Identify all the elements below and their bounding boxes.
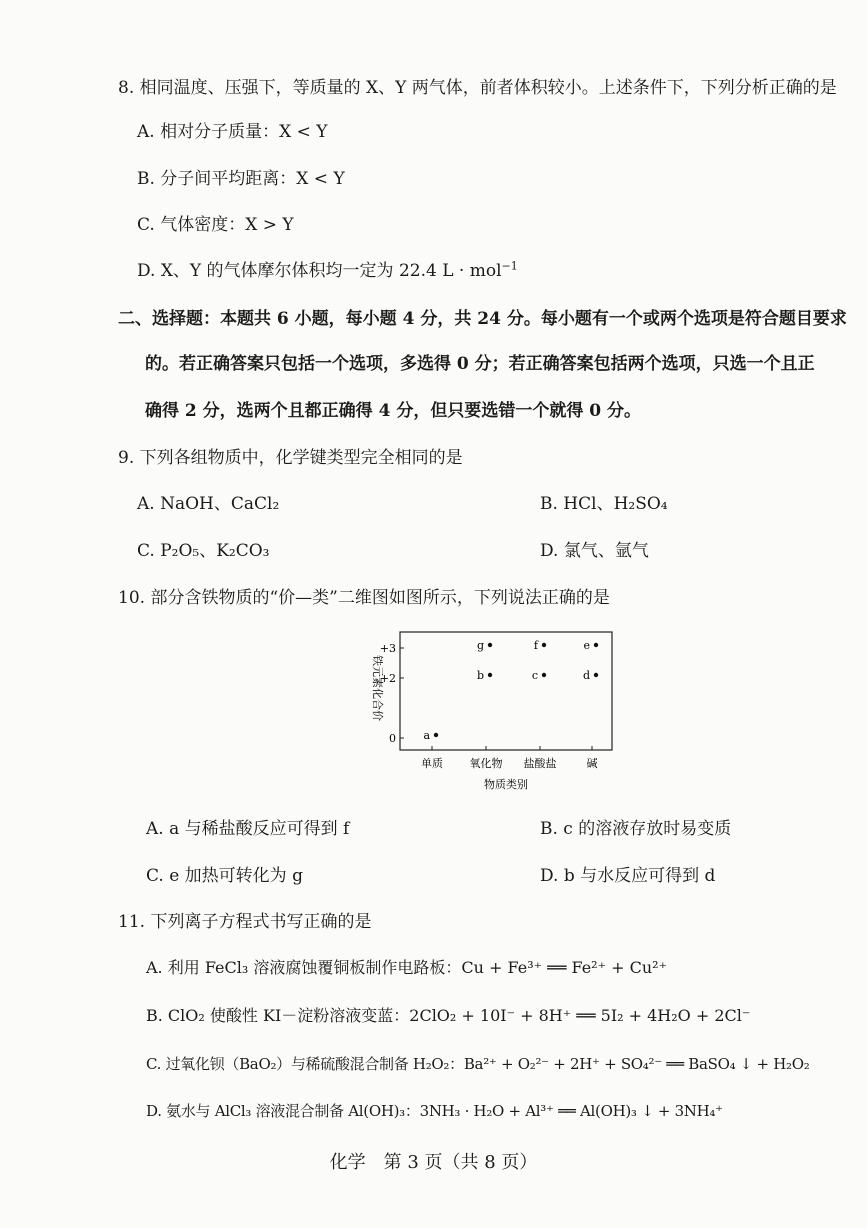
- q10-option-d: D. b 与水反应可得到 d: [540, 866, 716, 886]
- q11-option-b: B. ClO₂ 使酸性 KI－淀粉溶液变蓝：2ClO₂ + 10I⁻ + 8H⁺ ══ 5I₂ + 4H₂O + 2Cl⁻: [146, 1006, 751, 1025]
- q10-stem: 10. 部分含铁物质的“价—类”二维图如图所示，下列说法正确的是: [118, 588, 610, 608]
- point-c: [542, 673, 546, 677]
- section2-line1: 二、选择题：本题共 6 小题，每小题 4 分，共 24 分。每小题有一个或两个选项是符合题目要求: [118, 309, 847, 329]
- x-tick-label: 碱: [586, 757, 598, 770]
- point-f: [542, 643, 546, 647]
- q9-stem: 9. 下列各组物质中，化学键类型完全相同的是: [118, 448, 463, 468]
- y-tick-label: +2: [379, 672, 396, 685]
- chart-frame: [400, 632, 612, 750]
- q11-stem: 11. 下列离子方程式书写正确的是: [118, 912, 372, 932]
- x-tick-label: 氧化物: [469, 757, 503, 770]
- q9-option-a: A. NaOH、CaCl₂: [137, 494, 280, 514]
- point-label-g: g: [476, 639, 484, 652]
- point-g: [488, 643, 492, 647]
- x-tick-label: 单质: [421, 757, 443, 770]
- q9-option-b: B. HCl、H₂SO₄: [540, 494, 668, 514]
- point-label-a: a: [423, 729, 430, 742]
- section2-line3: 确得 2 分，选两个且都正确得 4 分，但只要选错一个就得 0 分。: [145, 401, 641, 421]
- point-label-e: e: [583, 639, 590, 652]
- point-label-d: d: [582, 669, 590, 682]
- q8-option-c: C. 气体密度：X > Y: [137, 215, 294, 235]
- chart-xlabel: 物质类别: [484, 778, 528, 791]
- page-footer: 化学 第 3 页（共 8 页）: [329, 1152, 538, 1173]
- x-tick-label: 盐酸盐: [523, 757, 557, 770]
- point-label-b: b: [476, 669, 484, 682]
- q8-option-d-text: D. X、Y 的气体摩尔体积均一定为 22.4 L · mol: [137, 261, 502, 281]
- q11-option-a: A. 利用 FeCl₃ 溶液腐蚀覆铜板制作电路板：Cu + Fe³⁺ ══ Fe²⁺ + Cu²⁺: [146, 958, 668, 977]
- q11-option-d: D. 氨水与 AlCl₃ 溶液混合制备 Al(OH)₃：3NH₃ · H₂O + Al³⁺ ══ Al(OH)₃ ↓ + 3NH₄⁺: [146, 1102, 723, 1120]
- point-label-f: f: [533, 639, 538, 652]
- q8-option-d-sup: −1: [501, 259, 518, 273]
- q10-option-c: C. e 加热可转化为 g: [146, 866, 303, 886]
- q8-option-d: [137, 260, 518, 282]
- point-b: [488, 673, 492, 677]
- q8-option-a: A. 相对分子质量：X < Y: [137, 122, 328, 142]
- point-d: [594, 673, 598, 677]
- y-tick-label: +3: [379, 642, 396, 655]
- q9-option-d: D. 氯气、氩气: [540, 541, 649, 561]
- y-tick-label: 0: [389, 732, 396, 745]
- q8-option-b: B. 分子间平均距离：X < Y: [137, 169, 345, 189]
- point-e: [594, 643, 598, 647]
- q10-option-b: B. c 的溶液存放时易变质: [540, 819, 732, 839]
- q8-stem: 8. 相同温度、压强下，等质量的 X、Y 两气体，前者体积较小。上述条件下，下列分析正确的是: [118, 78, 837, 98]
- q11-option-c: C. 过氧化钡（BaO₂）与稀硫酸混合制备 H₂O₂：Ba²⁺ + O₂²⁻ + 2H⁺ + SO₄²⁻ ══ BaSO₄ ↓ + H₂O₂: [146, 1055, 810, 1073]
- q10-option-a: A. a 与稀盐酸反应可得到 f: [146, 819, 350, 839]
- section2-line2: 的。若正确答案只包括一个选项，多选得 0 分；若正确答案包括两个选项，只选一个且正: [145, 354, 815, 374]
- chart-ylabel: 铁元素化合价: [371, 655, 384, 721]
- point-a: [434, 733, 438, 737]
- q9-option-c: C. P₂O₅、K₂CO₃: [137, 541, 270, 561]
- valence-class-chart: [360, 628, 620, 798]
- point-label-c: c: [531, 669, 538, 682]
